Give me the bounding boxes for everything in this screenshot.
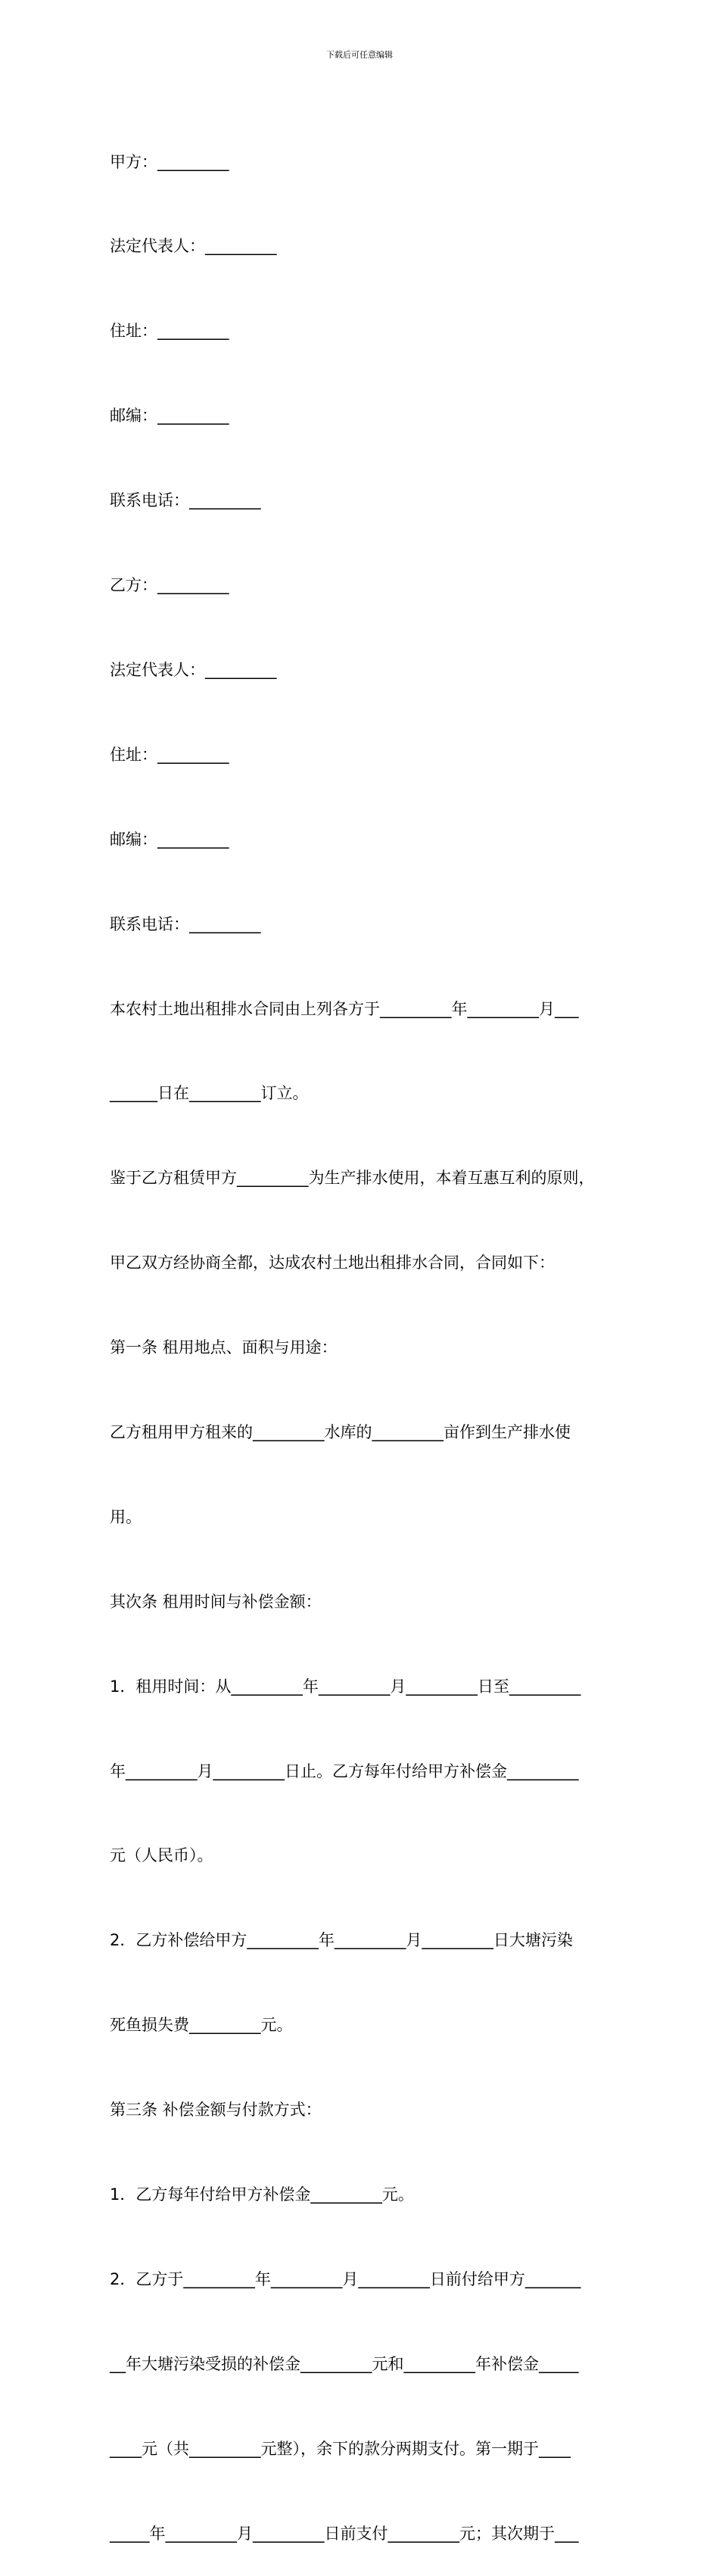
paragraph-line: 元（人民币）。 bbox=[110, 1846, 213, 1865]
article-heading: 第一条 租用地点、面积与用途： bbox=[110, 1338, 338, 1357]
paragraph-line: 甲乙双方经协商全都，达成农村土地出租排水合同，合同如下： bbox=[110, 1254, 555, 1272]
paragraph-line: 年_________月_________日止。乙方每年付给甲方补偿金_________ bbox=[110, 1761, 579, 1780]
article-heading: 第三条 补偿金额与付款方式： bbox=[110, 2101, 322, 2120]
paragraph-line: 乙方租用甲方租来的_________水库的_________亩作到生产排水使 bbox=[110, 1422, 571, 1441]
paragraph-line: 本农村土地出租排水合同由上列各方于_________年_________月___ bbox=[110, 999, 579, 1018]
party-b-address-line: 住址：_________ bbox=[110, 745, 229, 764]
contract-body bbox=[110, 92, 612, 2576]
paragraph-line: 用。 bbox=[110, 1507, 142, 1526]
article-heading: 其次条 租用时间与补偿金额： bbox=[110, 1592, 322, 1611]
paragraph-line: ______日在_________订立。 bbox=[110, 1084, 309, 1103]
party-a-line: 甲方：_________ bbox=[110, 152, 229, 171]
party-b-phone-line: 联系电话：_________ bbox=[110, 914, 261, 933]
paragraph-line: 死鱼损失费_________元。 bbox=[110, 2016, 293, 2035]
party-b-postcode-line: 邮编：_________ bbox=[110, 830, 229, 849]
party-a-postcode-line: 邮编：_________ bbox=[110, 406, 229, 425]
paragraph-line: 2．乙方于_________年_________月_________日前付给甲方_______ bbox=[110, 2269, 581, 2288]
party-a-phone-line: 联系电话：_________ bbox=[110, 491, 261, 510]
paragraph-line: 1．乙方每年付给甲方补偿金_________元。 bbox=[110, 2185, 414, 2204]
paragraph-line: _____年_________月_________日前支付_________元；其次期于___ bbox=[110, 2524, 579, 2543]
paragraph-line: __年大塘污染受损的补偿金_________元和_________年补偿金_____ bbox=[110, 2354, 579, 2373]
paragraph-line: 2．乙方补偿给甲方_________年_________月_________日大塘污染 bbox=[110, 1931, 573, 1950]
party-a-representative-line: 法定代表人：_________ bbox=[110, 237, 277, 256]
party-b-line: 乙方：_________ bbox=[110, 576, 229, 595]
paragraph-line: 鉴于乙方租赁甲方_________为生产排水使用，本着互惠互利的原则， bbox=[110, 1169, 595, 1188]
paragraph-line: 1．租用时间：从_________年_________月_________日至_________ bbox=[110, 1677, 581, 1696]
party-b-representative-line: 法定代表人：_________ bbox=[110, 660, 277, 679]
page-header: 下载后可任意编辑 bbox=[326, 50, 393, 60]
paragraph-line: ____元（共_________元整），余下的款分两期支付。第一期于____ bbox=[110, 2439, 571, 2458]
party-a-address-line: 住址：_________ bbox=[110, 322, 229, 341]
